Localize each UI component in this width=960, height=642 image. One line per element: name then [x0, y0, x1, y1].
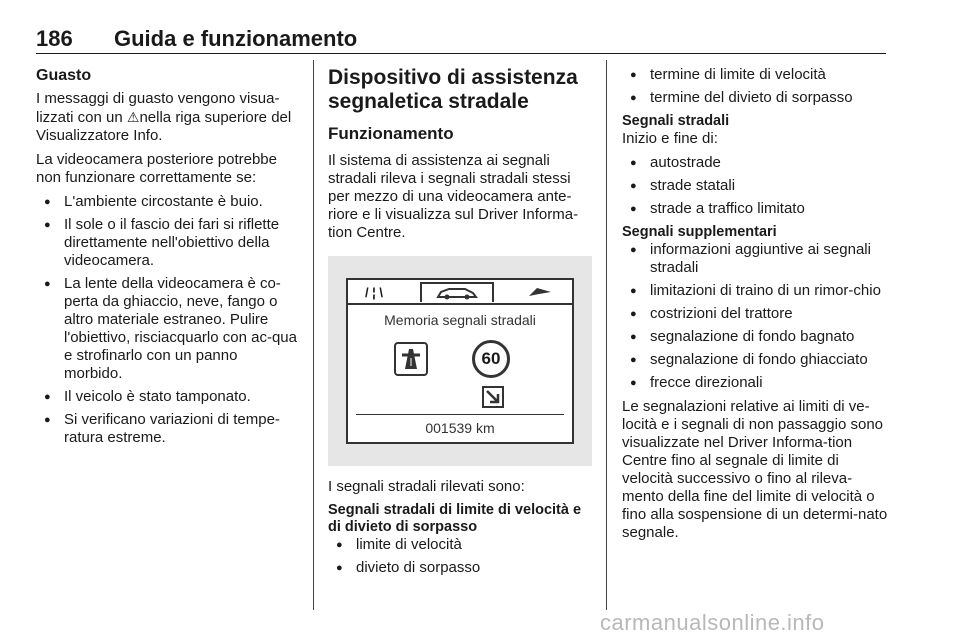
column-right	[622, 66, 888, 548]
list-item: ● costrizioni del trattore	[622, 305, 888, 323]
car-icon	[435, 286, 479, 300]
column-divider-1	[313, 60, 314, 610]
dic-screen	[346, 278, 574, 444]
list-item: ● Si verificano variazioni di tempe-ratura estreme.	[36, 411, 298, 447]
list-item: ● informazioni aggiuntive ai segnali stradali	[622, 241, 888, 277]
list-item: ● segnalazione di fondo ghiacciato	[622, 351, 888, 369]
road-signs-list	[622, 154, 888, 218]
list-item: ● L'ambiente circostante è buio.	[36, 193, 298, 211]
watermark: carmanualsonline.info	[600, 610, 825, 635]
list-item: ● limitazioni di traino di un rimor-chio	[622, 282, 888, 300]
list-item: ● termine di limite di velocità	[622, 66, 888, 84]
speed-limit-sign-icon: 60	[472, 340, 510, 378]
list-item: ● strade a traffico limitato	[622, 200, 888, 218]
screen-title: Memoria segnali stradali	[384, 312, 536, 328]
column-middle	[328, 66, 592, 583]
speed-overtaking-label: Segnali stradali di limite di velocità e di divieto di sorpasso	[328, 502, 582, 535]
tab-feather	[520, 282, 560, 302]
fault-message-paragraph	[36, 90, 298, 145]
column-divider-2	[606, 60, 607, 610]
odometer-divider	[356, 414, 564, 415]
odometer-reading: 001539 km	[425, 420, 495, 436]
section-heading-guasto: Guasto	[36, 67, 92, 84]
feather-icon	[527, 286, 553, 298]
road-signs-intro: Inizio e fine di:	[622, 130, 718, 147]
subheading-funzionamento: Funzionamento	[328, 124, 454, 143]
page-number: 186	[36, 26, 73, 51]
detected-signs-label: I segnali stradali rilevati sono:	[328, 478, 525, 495]
list-item: ● divieto di sorpasso	[328, 559, 592, 577]
road-signs-label: Segnali stradali	[622, 113, 730, 129]
camera-conditions-list	[36, 193, 298, 447]
section-heading-traffic-sign-assistant: Dispositivo di assistenza segnaletica stradale	[328, 66, 578, 113]
closing-paragraph: Le segnalazioni relative ai limiti di ve-locità e i segnali di non passaggio sono visualizzate nel Driver Informa-tion Centre fino al segnale di limite di velocità successivo o fino al rileva-mento della fine del limite di velocità o fino alla sospensione di un determi-nato segnale.	[622, 398, 888, 541]
dic-tab-bar	[348, 280, 572, 304]
list-item: ● limite di velocità	[328, 536, 592, 554]
column-left	[36, 66, 298, 453]
direction-arrow-icon	[482, 386, 504, 408]
fault-text-before: I messaggi di guasto vengono visua-lizzati con un	[36, 90, 280, 126]
intro-paragraph: Il sistema di assistenza ai segnali stradali rileva i segnali stradali stessi per mezzo di una videocamera ante-riore e li visualizza sul Driver Informa-tion Centre.	[328, 152, 579, 241]
end-signs-list	[622, 66, 888, 107]
page-header	[36, 26, 886, 56]
list-item: ● termine del divieto di sorpasso	[622, 89, 888, 107]
tab-underline	[348, 303, 572, 305]
camera-intro-paragraph: La videocamera posteriore potrebbe non funzionare correttamente se:	[36, 151, 277, 186]
list-item: ● frecce direzionali	[622, 374, 888, 392]
supplementary-signs-label: Segnali supplementari	[622, 224, 777, 240]
list-item: ● strade statali	[622, 177, 888, 195]
dic-display-figure	[328, 256, 592, 466]
list-item: ● La lente della videocamera è co-perta da ghiaccio, neve, fango o altro materiale estraneo. Pulire l'obiettivo, risciacquarlo con ac-qua e strofinarlo con un panno morbido.	[36, 275, 298, 383]
tab-car	[420, 282, 494, 302]
list-item: ● Il sole o il fascio dei fari si riflette direttamente nell'obiettivo della videocamera.	[36, 216, 298, 270]
tab-road-signs: / ¦ \	[364, 284, 384, 300]
warning-triangle-icon: ⚠	[126, 109, 140, 125]
motorway-sign-icon	[394, 342, 428, 376]
list-item: ● segnalazione di fondo bagnato	[622, 328, 888, 346]
supplementary-signs-list	[622, 241, 888, 392]
fault-text-after: nella riga superiore del Visualizzatore Info.	[36, 109, 292, 144]
speed-overtaking-list	[328, 536, 592, 577]
list-item: ● autostrade	[622, 154, 888, 172]
list-item: ● Il veicolo è stato tamponato.	[36, 388, 298, 406]
page-title: Guida e funzionamento	[114, 26, 358, 51]
header-rule	[36, 53, 886, 54]
